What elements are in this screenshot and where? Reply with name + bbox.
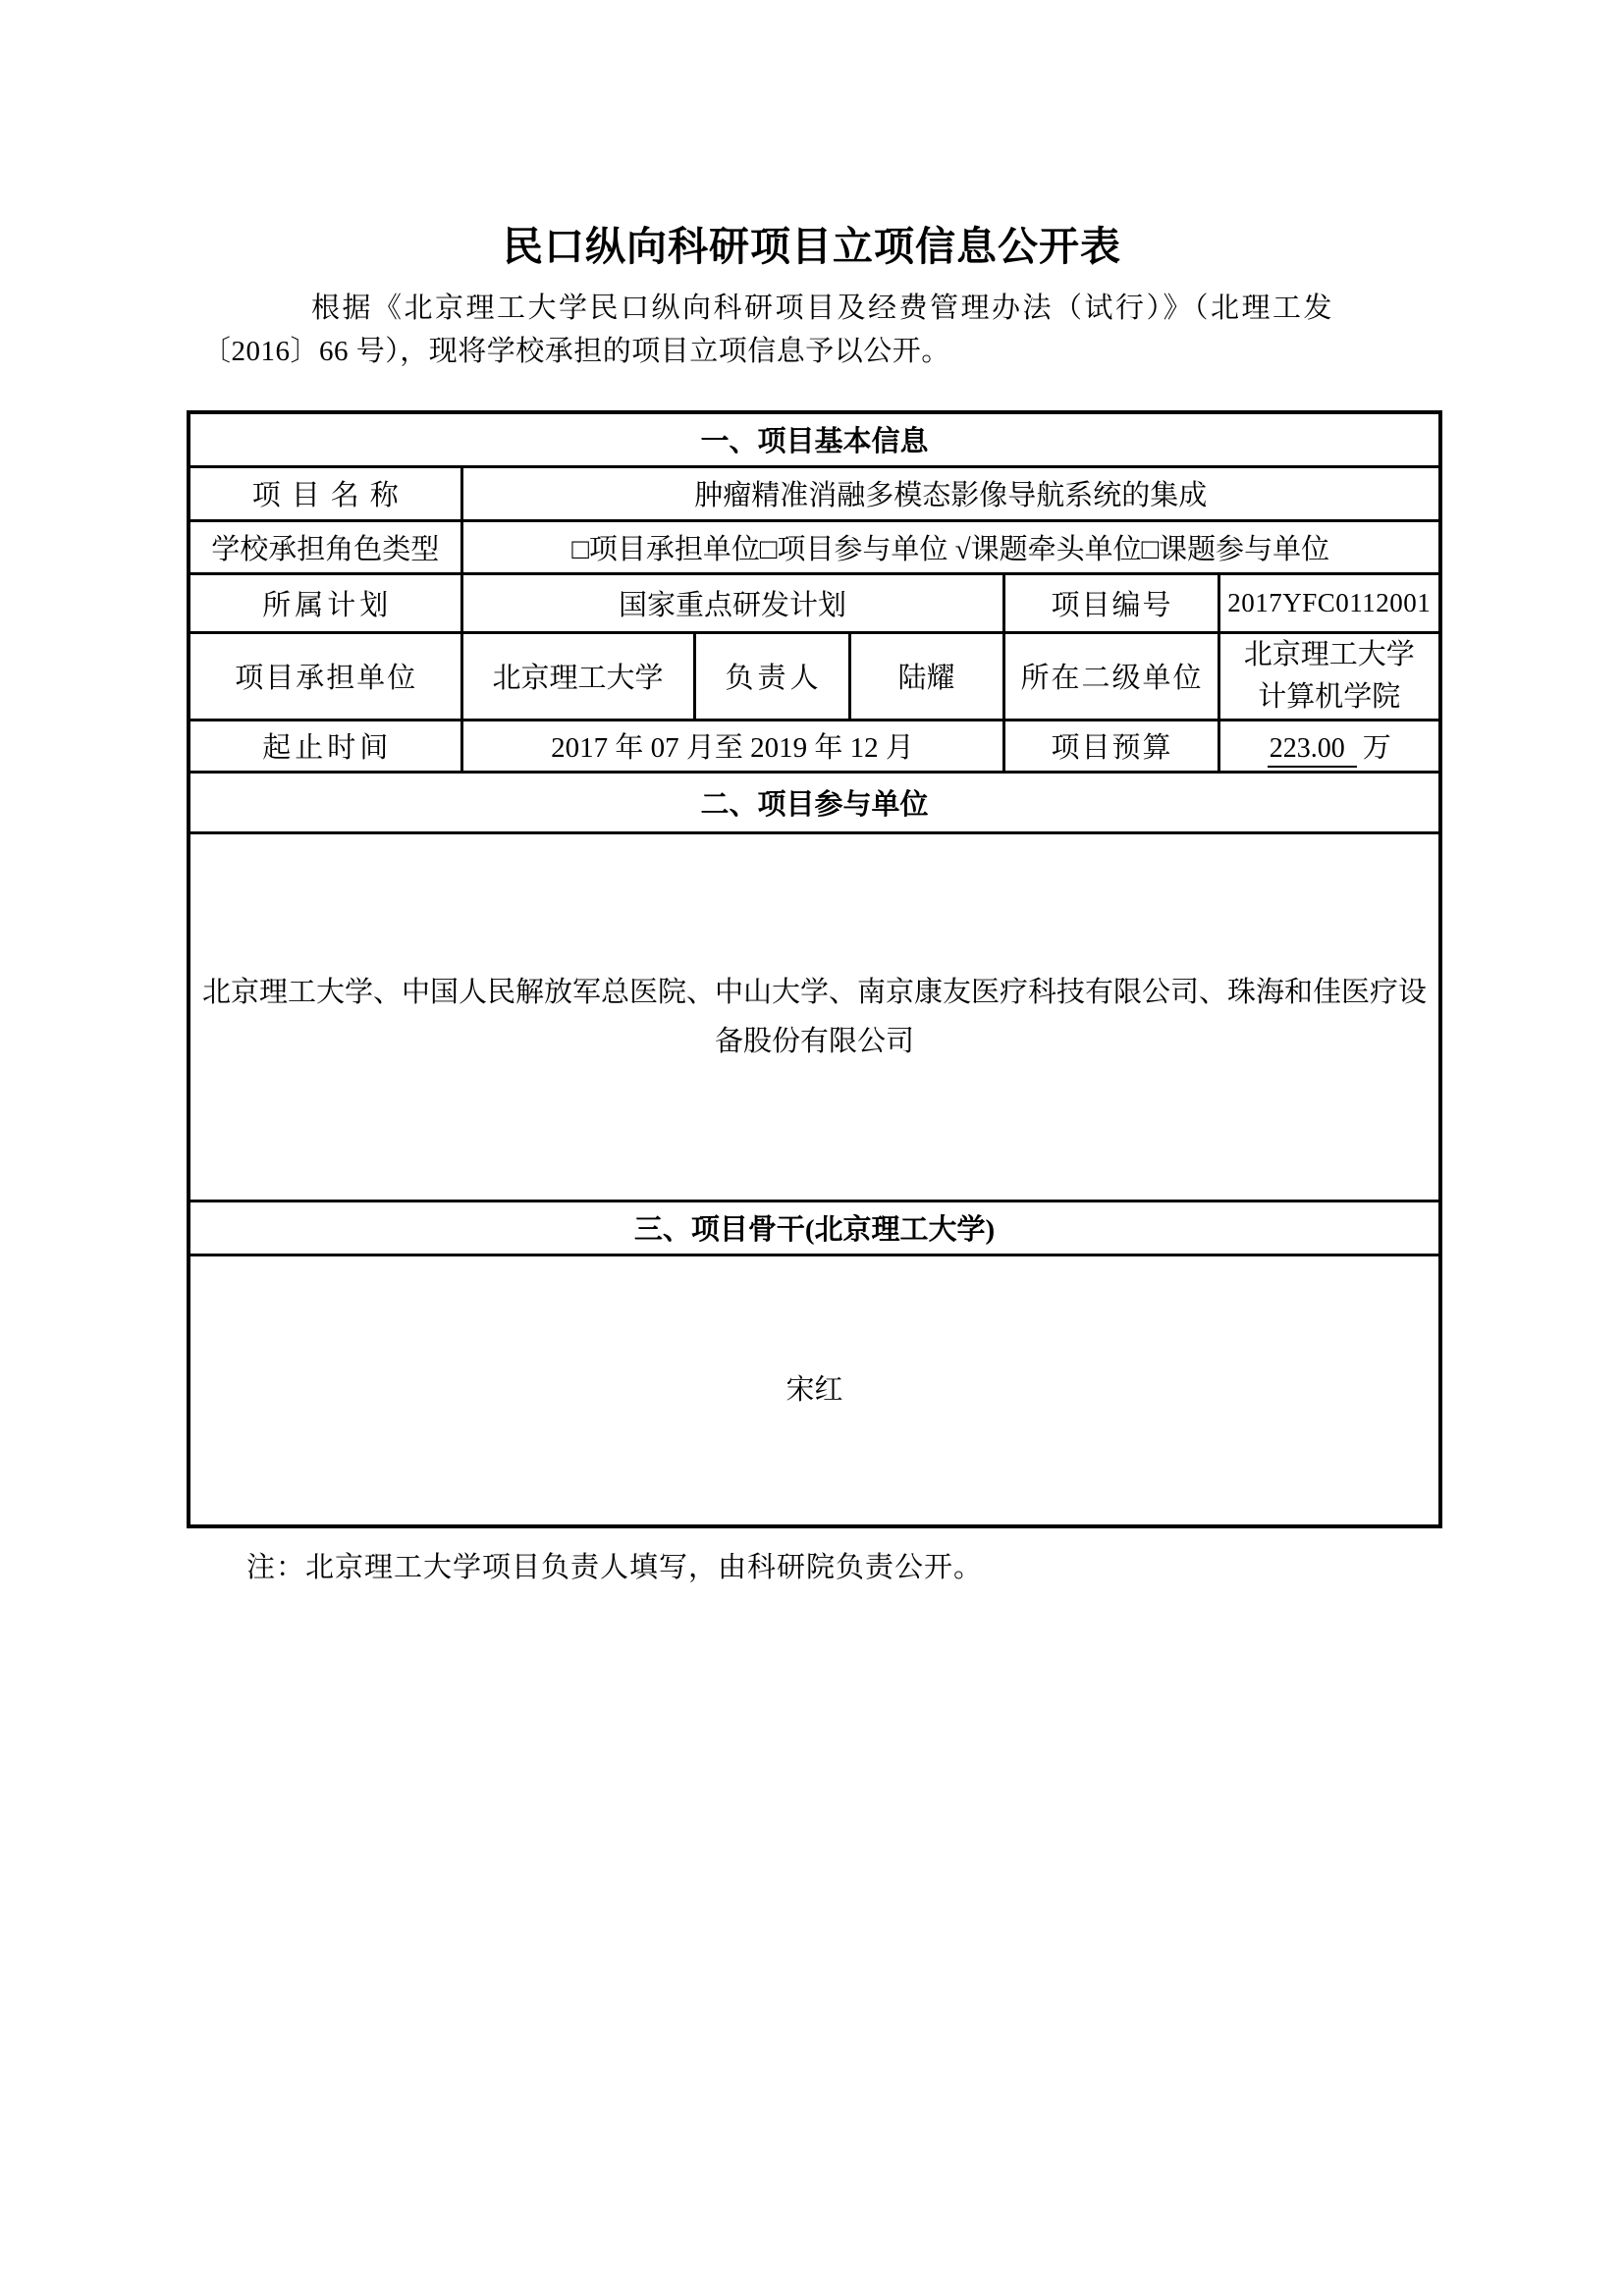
undertaking-unit-label: 项目承担单位	[189, 632, 461, 720]
table-row	[189, 632, 1440, 720]
backbone-value: 宋红	[189, 1255, 1440, 1526]
secondary-unit-value	[1218, 632, 1440, 720]
role-type-label: 学校承担角色类型	[189, 520, 461, 573]
undertaking-unit-value: 北京理工大学	[461, 632, 694, 720]
table-row	[189, 772, 1440, 832]
table-row	[189, 520, 1440, 573]
section2-header: 二、项目参与单位	[189, 772, 1440, 832]
section3-header: 三、项目骨干(北京理工大学)	[189, 1201, 1440, 1255]
secondary-unit-line1: 北京理工大学	[1243, 638, 1415, 670]
table-row	[189, 1255, 1440, 1526]
section1-header: 一、项目基本信息	[189, 412, 1440, 466]
project-number-value: 2017YFC0112001	[1218, 573, 1440, 632]
participants-value: 北京理工大学、中国人民解放军总医院、中山大学、南京康友医疗科技有限公司、珠海和佳医疗设备股份有限公司	[189, 832, 1440, 1201]
project-info-table	[187, 410, 1442, 1528]
role-type-options: □项目承担单位□项目参与单位 √课题牵头单位□课题参与单位	[461, 520, 1440, 573]
intro-paragraph-line1: 根据《北京理工大学民口纵向科研项目及经费管理办法（试行）》（北理工发	[311, 293, 1335, 324]
plan-label: 所属计划	[189, 573, 461, 632]
duration-value: 2017 年 07 月至 2019 年 12 月	[461, 720, 1003, 772]
table-row	[189, 412, 1440, 466]
project-name-label: 项目名称	[189, 466, 461, 520]
table-row	[189, 573, 1440, 632]
table-row	[189, 832, 1440, 1201]
budget-value	[1218, 720, 1440, 772]
budget-unit: 万	[1362, 732, 1391, 764]
leader-value: 陆耀	[849, 632, 1003, 720]
project-name-value: 肿瘤精准消融多模态影像导航系统的集成	[461, 466, 1440, 520]
secondary-unit-label: 所在二级单位	[1003, 632, 1218, 720]
plan-value: 国家重点研发计划	[461, 573, 1003, 632]
secondary-unit-line2: 计算机学院	[1258, 680, 1401, 713]
project-number-label: 项目编号	[1003, 573, 1218, 632]
duration-label: 起止时间	[189, 720, 461, 772]
intro-paragraph-line2: 〔2016〕66 号），现将学校承担的项目立项信息予以公开。	[202, 336, 950, 367]
leader-label: 负责人	[694, 632, 849, 720]
budget-label: 项目预算	[1003, 720, 1218, 772]
footer-note: 注：北京理工大学项目负责人填写，由科研院负责公开。	[246, 1552, 984, 1583]
table-row	[189, 1201, 1440, 1255]
table-row	[189, 466, 1440, 520]
page-title: 民口纵向科研项目立项信息公开表	[503, 224, 1121, 269]
budget-amount: 223.00	[1268, 733, 1357, 768]
table-row	[189, 720, 1440, 772]
